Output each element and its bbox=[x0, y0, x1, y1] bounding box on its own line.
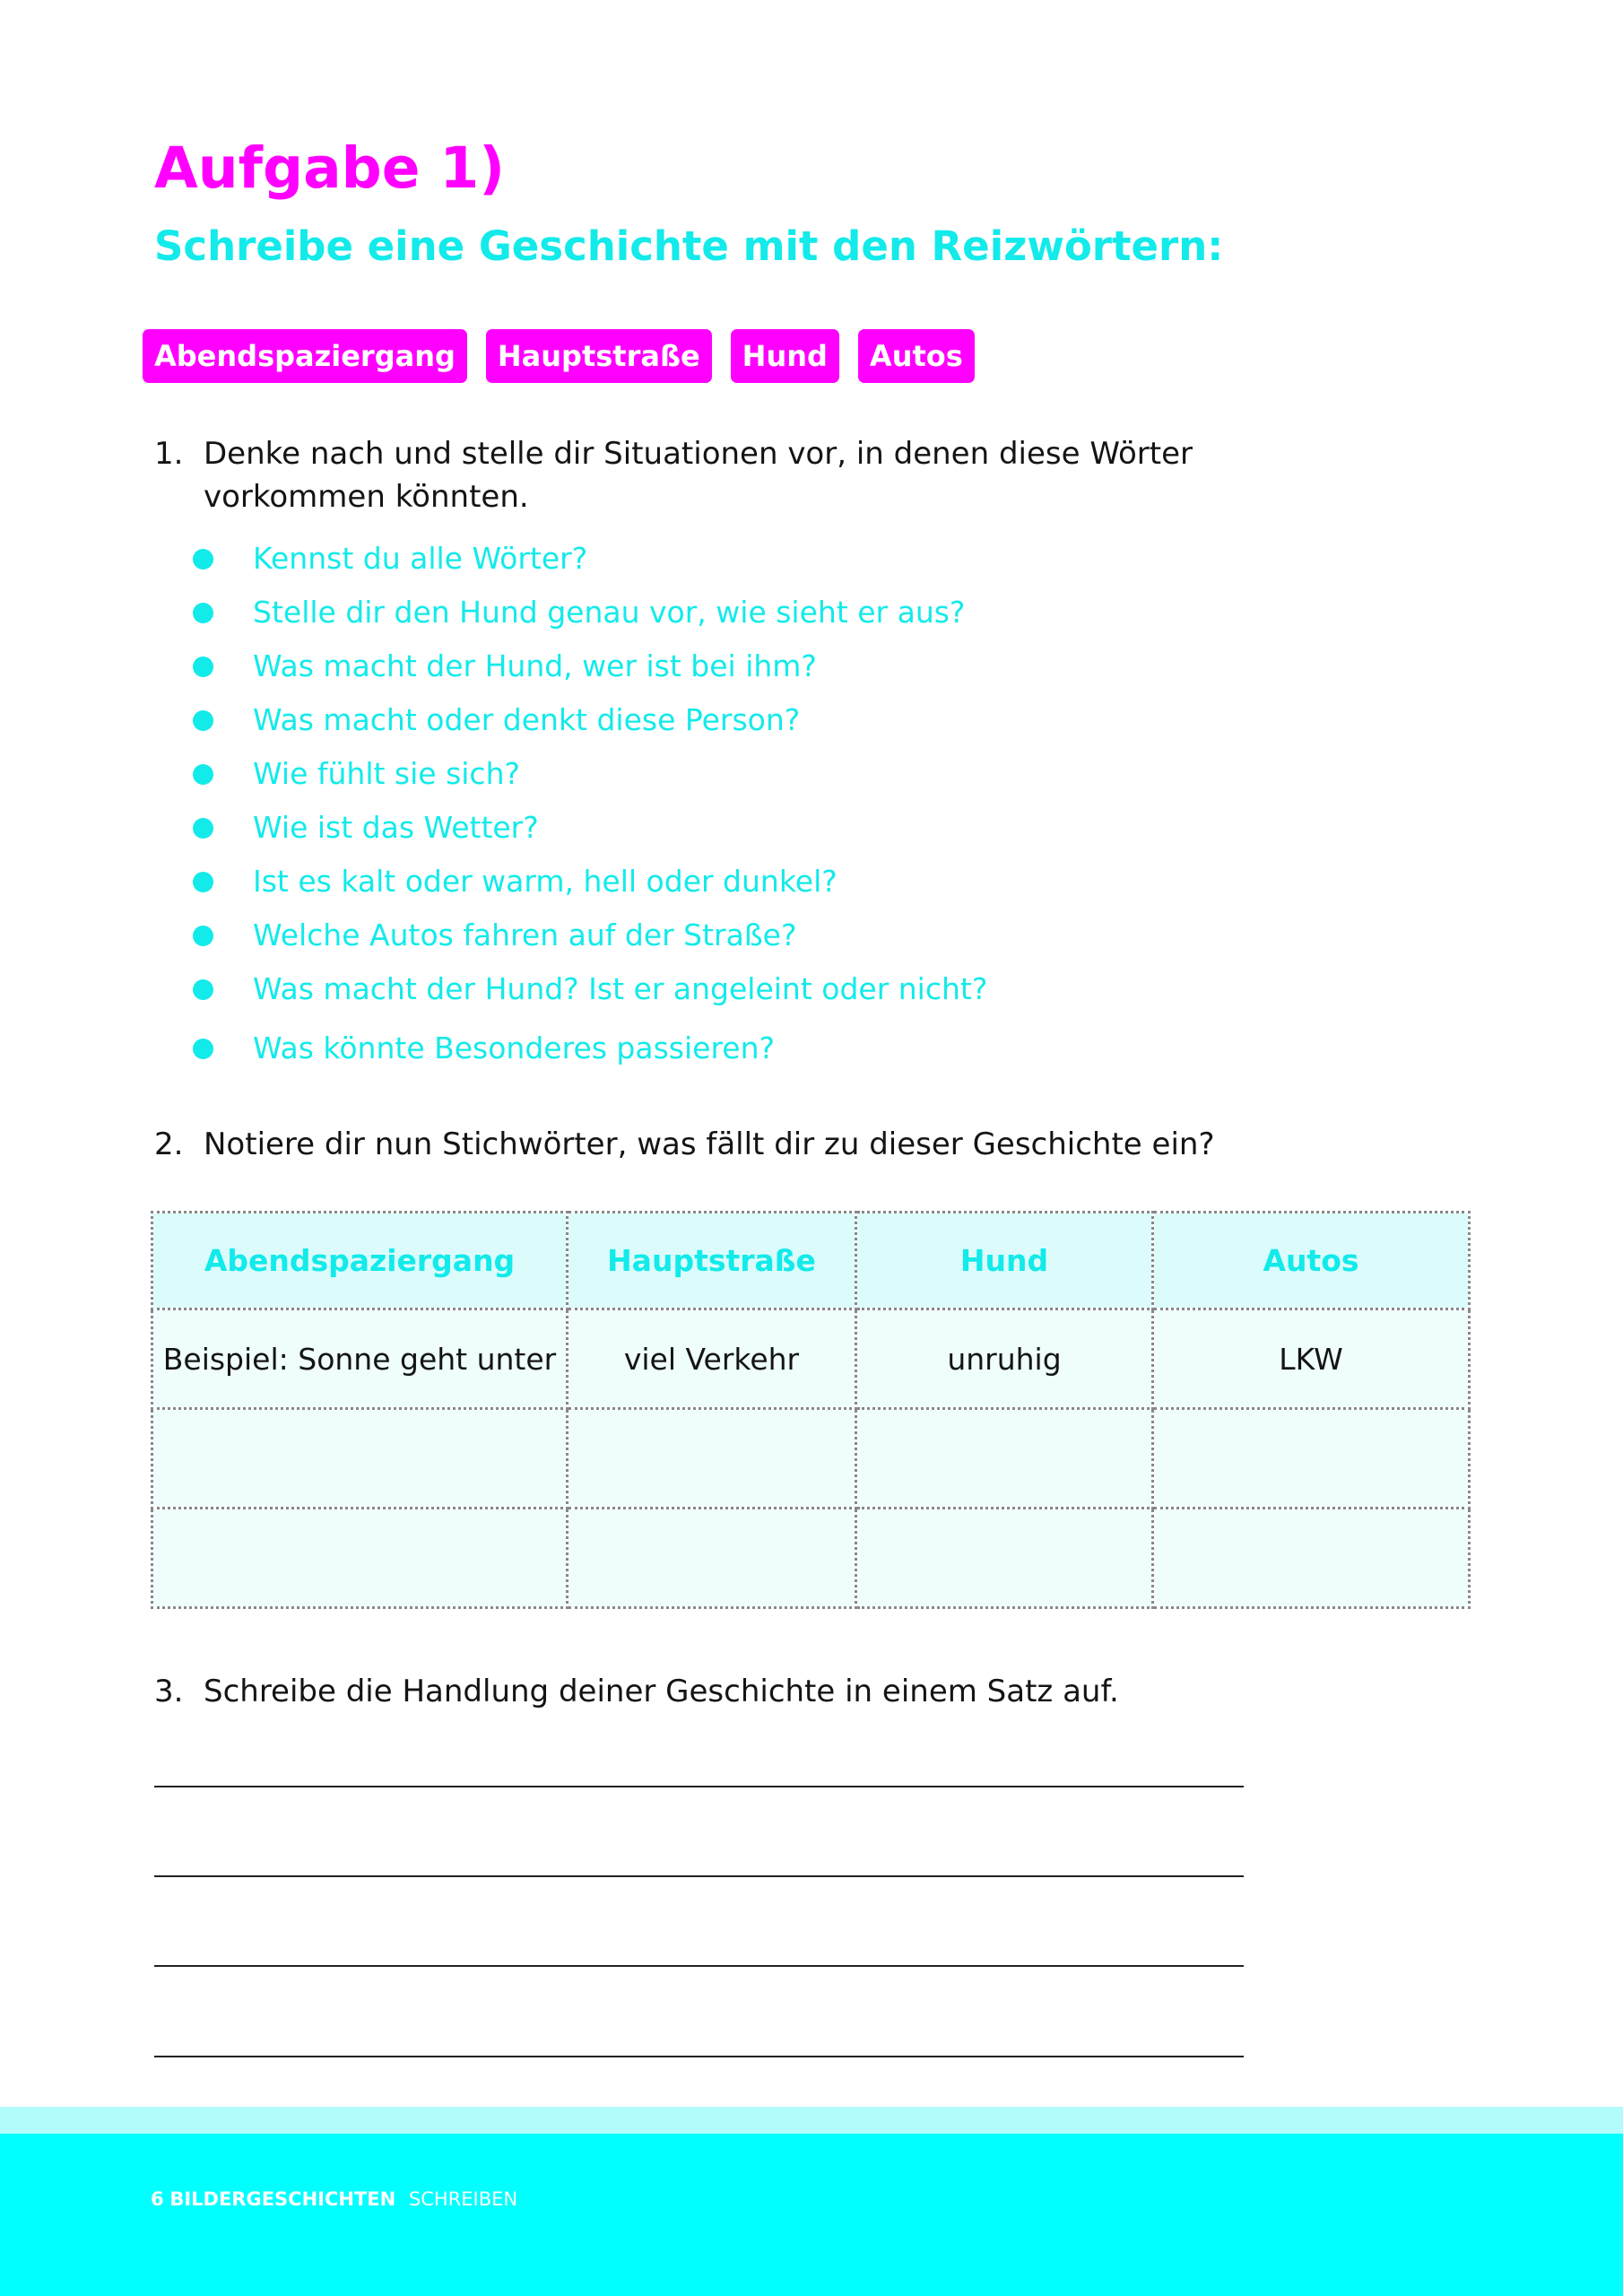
question-text: Welche Autos fahren auf der Straße? bbox=[253, 918, 797, 952]
writing-cell[interactable] bbox=[568, 1509, 856, 1608]
answer-line[interactable] bbox=[154, 1786, 1244, 1787]
footer-series-title: BILDERGESCHICHTEN bbox=[169, 2188, 396, 2210]
keyword-tag: Hauptstraße bbox=[486, 329, 712, 383]
bullet-icon bbox=[193, 872, 213, 892]
footer-band bbox=[0, 2134, 1623, 2296]
list-item bbox=[193, 591, 987, 645]
question-text: Wie fühlt sie sich? bbox=[253, 756, 520, 791]
question-text: Wie ist das Wetter? bbox=[253, 810, 539, 845]
list-item bbox=[193, 699, 987, 752]
keyword-tag: Abendspaziergang bbox=[143, 329, 467, 383]
example-cell: unruhig bbox=[856, 1309, 1153, 1409]
list-item bbox=[193, 537, 987, 591]
keyword-tag: Autos bbox=[858, 329, 975, 383]
footer-band-light bbox=[0, 2107, 1623, 2134]
page-number: 6 bbox=[151, 2188, 164, 2210]
bullet-icon bbox=[193, 710, 213, 731]
writing-cell[interactable] bbox=[568, 1409, 856, 1509]
keyword-tag: Hund bbox=[731, 329, 839, 383]
writing-cell[interactable] bbox=[856, 1509, 1153, 1608]
table-row bbox=[152, 1409, 1470, 1509]
bullet-icon bbox=[193, 818, 213, 839]
list-item bbox=[193, 752, 987, 806]
keyword-notes-table bbox=[151, 1211, 1471, 1609]
task-2 bbox=[154, 1123, 1347, 1166]
question-list bbox=[193, 537, 987, 1081]
question-text: Ist es kalt oder warm, hell oder dunkel? bbox=[253, 864, 838, 899]
question-text: Was macht der Hund? Ist er angeleint oder nicht? bbox=[253, 971, 988, 1006]
list-item bbox=[193, 806, 987, 860]
bullet-icon bbox=[193, 764, 213, 785]
column-header: Hund bbox=[856, 1213, 1153, 1309]
footer-text bbox=[151, 2188, 517, 2210]
answer-line[interactable] bbox=[154, 2056, 1244, 2057]
example-cell: Beispiel: Sonne geht unter bbox=[152, 1309, 568, 1409]
answer-line[interactable] bbox=[154, 1875, 1244, 1877]
bullet-icon bbox=[193, 926, 213, 946]
bullet-icon bbox=[193, 657, 213, 677]
task-text: Denke nach und stelle dir Situationen vor, in denen diese Wörter vorkommen könnten. bbox=[204, 436, 1193, 515]
column-header: Abendspaziergang bbox=[152, 1213, 568, 1309]
task-number: 2. bbox=[154, 1126, 184, 1162]
question-text: Was macht der Hund, wer ist bei ihm? bbox=[253, 648, 817, 683]
footer-series-subtitle: SCHREIBEN bbox=[408, 2188, 518, 2210]
list-item bbox=[193, 914, 987, 968]
bullet-icon bbox=[193, 603, 213, 623]
bullet-icon bbox=[193, 979, 213, 1000]
question-text: Kennst du alle Wörter? bbox=[253, 541, 588, 576]
table-header-row bbox=[152, 1213, 1470, 1309]
page-title: Aufgabe 1) bbox=[154, 135, 506, 201]
task-number: 1. bbox=[154, 436, 184, 472]
task-text: Schreibe die Handlung deiner Geschichte in einem Satz auf. bbox=[204, 1674, 1119, 1709]
writing-cell[interactable] bbox=[856, 1409, 1153, 1509]
column-header: Autos bbox=[1153, 1213, 1470, 1309]
table-row bbox=[152, 1509, 1470, 1608]
question-text: Was könnte Besonderes passieren? bbox=[253, 1031, 776, 1065]
writing-cell[interactable] bbox=[1153, 1509, 1470, 1608]
task-3 bbox=[154, 1670, 1347, 1713]
task-1 bbox=[154, 432, 1347, 518]
task-number: 3. bbox=[154, 1674, 184, 1709]
question-text: Stelle dir den Hund genau vor, wie sieht er aus? bbox=[253, 595, 966, 630]
list-item bbox=[193, 645, 987, 699]
list-item bbox=[193, 1027, 987, 1081]
example-cell: LKW bbox=[1153, 1309, 1470, 1409]
column-header: Hauptstraße bbox=[568, 1213, 856, 1309]
question-text: Was macht oder denkt diese Person? bbox=[253, 702, 801, 737]
keyword-tags bbox=[143, 329, 975, 383]
task-text: Notiere dir nun Stichwörter, was fällt dir zu dieser Geschichte ein? bbox=[204, 1126, 1215, 1162]
bullet-icon bbox=[193, 1039, 213, 1059]
writing-cell[interactable] bbox=[152, 1509, 568, 1608]
page-subtitle: Schreibe eine Geschichte mit den Reizwörtern: bbox=[154, 222, 1224, 270]
answer-line[interactable] bbox=[154, 1965, 1244, 1967]
list-item bbox=[193, 968, 987, 1022]
writing-cell[interactable] bbox=[1153, 1409, 1470, 1509]
bullet-icon bbox=[193, 549, 213, 570]
example-cell: viel Verkehr bbox=[568, 1309, 856, 1409]
list-item bbox=[193, 860, 987, 914]
table-row bbox=[152, 1309, 1470, 1409]
writing-cell[interactable] bbox=[152, 1409, 568, 1509]
